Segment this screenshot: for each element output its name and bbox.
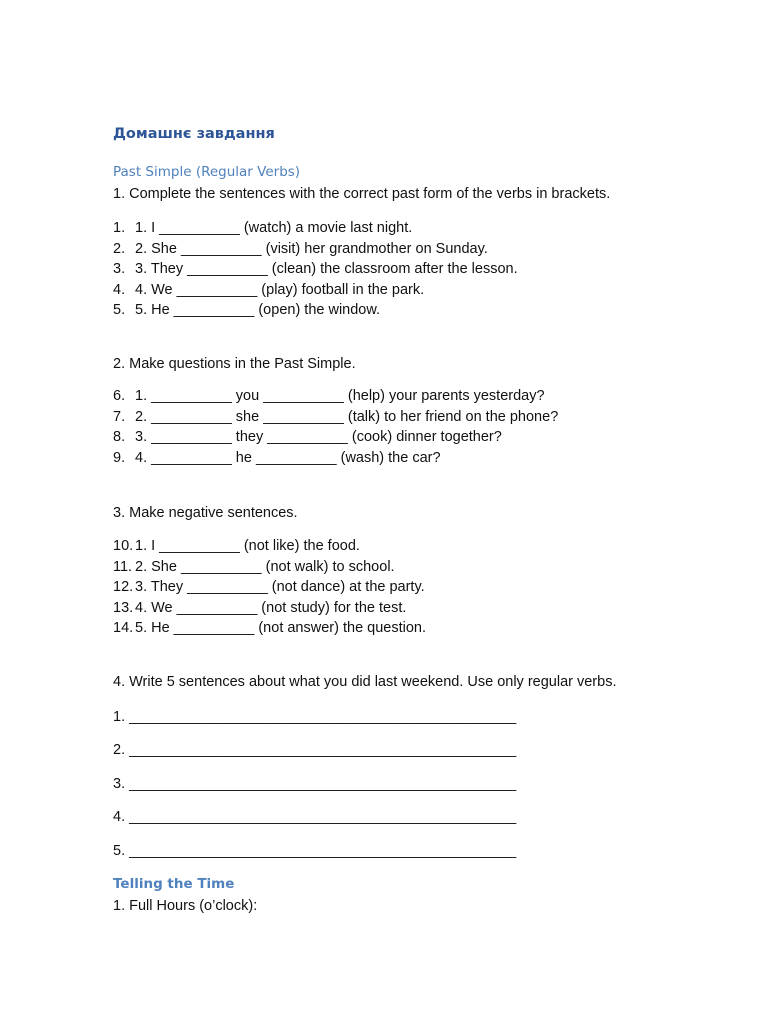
task1-instruction: 1. Complete the sentences with the correct past form of the verbs in brackets. — [113, 186, 611, 202]
task2-instruction: 2. Make questions in the Past Simple. — [113, 356, 356, 372]
list-item-text: 3. __________ they __________ (cook) dinner together? — [135, 429, 502, 446]
section2-item: 1. Full Hours (o’clock): — [113, 898, 258, 914]
list-item-text: 3. They __________ (not dance) at the party. — [135, 579, 425, 596]
list-number: 10. — [113, 538, 134, 554]
task3-instruction: 3. Make negative sentences. — [113, 505, 298, 521]
list-item-text: 2. __________ she __________ (talk) to her friend on the phone? — [135, 408, 559, 425]
list-number: 4. — [113, 281, 126, 298]
list-number: 1. — [113, 220, 126, 236]
list-item — [113, 427, 558, 448]
document-title: Домашнє завдання — [113, 126, 275, 142]
writing-line: 4. ________________________________________________ — [113, 809, 517, 826]
task4-writing-lines — [113, 707, 516, 874]
list-item-text: 2. She __________ (not walk) to school. — [135, 558, 395, 575]
section-heading-telling-time: Telling the Time — [113, 876, 235, 892]
list-item-text: 4. We __________ (play) football in the park. — [135, 281, 425, 298]
task3-list — [113, 536, 426, 639]
list-item — [113, 536, 426, 557]
list-number: 12. — [113, 579, 134, 596]
list-item — [113, 300, 518, 321]
list-item — [113, 448, 558, 469]
list-item — [113, 598, 426, 619]
list-number: 7. — [113, 408, 126, 425]
list-item — [113, 218, 518, 239]
list-item-text: 1. I __________ (watch) a movie last night. — [135, 220, 413, 236]
list-number: 9. — [113, 449, 126, 466]
list-item-text: 4. We __________ (not study) for the test. — [135, 599, 407, 616]
list-number: 3. — [113, 261, 126, 278]
list-number: 6. — [113, 388, 126, 404]
list-item — [113, 280, 518, 301]
list-number: 5. — [113, 302, 126, 319]
writing-line: 5. ________________________________________________ — [113, 842, 517, 859]
list-item-text: 2. She __________ (visit) her grandmother on Sunday. — [135, 240, 488, 257]
list-item — [113, 557, 426, 578]
list-number: 8. — [113, 429, 126, 446]
list-item-text: 3. They __________ (clean) the classroom after the lesson. — [135, 261, 518, 278]
list-item-text: 4. __________ he __________ (wash) the car? — [135, 449, 441, 466]
list-item — [113, 618, 426, 639]
list-number: 14. — [113, 620, 134, 637]
section-heading-past-simple: Past Simple (Regular Verbs) — [113, 164, 301, 180]
list-item — [113, 259, 518, 280]
list-item-text: 5. He __________ (not answer) the question. — [135, 620, 427, 637]
task4-instruction: 4. Write 5 sentences about what you did last weekend. Use only regular verbs. — [113, 674, 617, 690]
list-item-text: 1. I __________ (not like) the food. — [135, 538, 360, 554]
task2-list — [113, 386, 558, 468]
list-item-text: 5. He __________ (open) the window. — [135, 302, 381, 319]
writing-line: 2. ________________________________________________ — [113, 742, 517, 759]
list-item — [113, 577, 426, 598]
task1-list — [113, 218, 518, 321]
list-number: 13. — [113, 599, 134, 616]
list-item — [113, 239, 518, 260]
list-item-text: 1. __________ you __________ (help) your parents yesterday? — [135, 388, 545, 404]
list-number: 2. — [113, 240, 126, 257]
list-item — [113, 407, 558, 428]
list-number: 11. — [113, 558, 133, 575]
writing-line: 3. ________________________________________________ — [113, 775, 517, 792]
writing-line: 1. ________________________________________________ — [113, 709, 517, 725]
list-item — [113, 386, 558, 407]
